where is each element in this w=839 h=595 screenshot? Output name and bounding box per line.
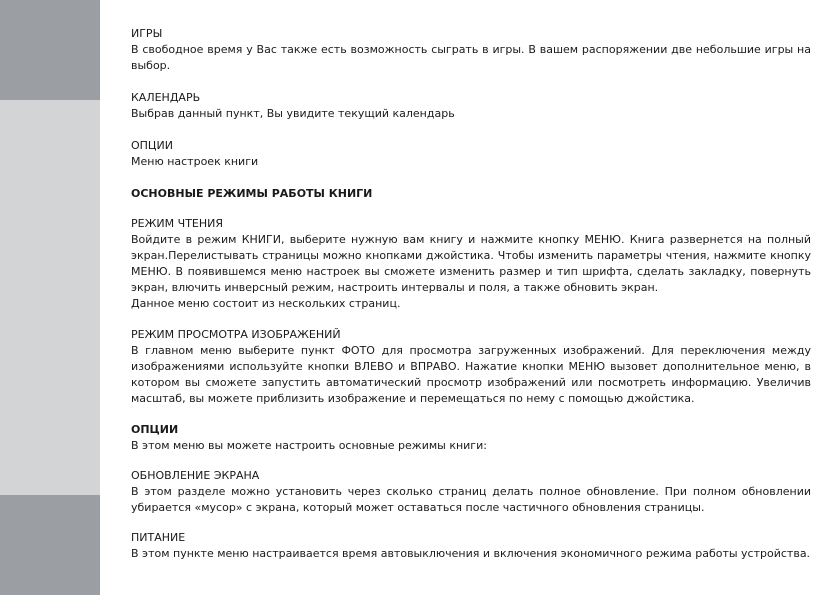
section-text: В этом пункте меню настраивается время автовыключения и включения экономичного режима работы устройства. xyxy=(131,547,811,560)
section-text: Войдите в режим КНИГИ, выберите нужную вам книгу и нажмите кнопку МЕНЮ. Книга развернется на полный экран.Перелистывать страницы можно кнопками джойстика. Чтобы изменить параметры чтения, нажмите кнопку МЕНЮ. В появившемся меню настроек вы сможете изменить размер и тип шрифта, сделать закладку, повернуть экран, влючить инверсный режим, настроить интервалы и поля, а также обновить экран. xyxy=(131,233,811,294)
section-refresh xyxy=(131,468,811,516)
section-heading-bold: ОСНОВНЫЕ РЕЖИМЫ РАБОТЫ КНИГИ xyxy=(131,187,373,200)
section-text: В свободное время у Вас также есть возможность сыграть в игры. В вашем распоряжении две небольшие игры на выбор. xyxy=(131,43,811,72)
section-image-mode xyxy=(131,327,811,407)
section-text: В этом меню вы можете настроить основные режимы книги: xyxy=(131,439,487,452)
section-text-extra: Данное меню состоит из нескольких страниц. xyxy=(131,297,401,310)
section-text: В этом разделе можно установить через сколько страниц делать полное обновление. При полном обновлении убирается «мусор» с экрана, который может оставаться после частичного обновления страницы. xyxy=(131,485,811,514)
section-title: РЕЖИМ ЧТЕНИЯ xyxy=(131,217,224,230)
section-options-menu xyxy=(131,138,811,170)
side-strip-middle xyxy=(0,100,100,495)
section-heading-bold: ОПЦИИ xyxy=(131,423,179,436)
section-games xyxy=(131,26,811,74)
section-text: В главном меню выберите пункт ФОТО для просмотра загруженных изображений. Для переключения между изображениями используйте кнопки ВЛЕВО и ВПРАВО. Нажатие кнопки МЕНЮ вызовет дополнительное меню, в котором вы сможете запустить автоматический просмотр изображений или посмотреть информацию. Увеличив масштаб, вы можете приблизить изображение и перемещаться по нему с помощью джойстика. xyxy=(131,344,811,405)
side-strip-bottom xyxy=(0,495,100,595)
section-title: ПИТАНИЕ xyxy=(131,531,186,544)
section-title: ОПЦИИ xyxy=(131,139,173,152)
section-text: Меню настроек книги xyxy=(131,155,259,168)
section-main-modes xyxy=(131,186,811,202)
section-text: Выбрав данный пункт, Вы увидите текущий календарь xyxy=(131,107,455,120)
section-calendar xyxy=(131,90,811,122)
section-title: КАЛЕНДАРЬ xyxy=(131,91,201,104)
section-title: ОБНОВЛЕНИЕ ЭКРАНА xyxy=(131,469,260,482)
manual-page-content xyxy=(131,26,811,562)
section-power xyxy=(131,530,811,562)
section-title: РЕЖИМ ПРОСМОТРА ИЗОБРАЖЕНИЙ xyxy=(131,328,341,341)
section-title: ИГРЫ xyxy=(131,27,163,40)
section-options xyxy=(131,422,811,454)
side-strip-top xyxy=(0,0,100,100)
section-reading-mode xyxy=(131,216,811,312)
